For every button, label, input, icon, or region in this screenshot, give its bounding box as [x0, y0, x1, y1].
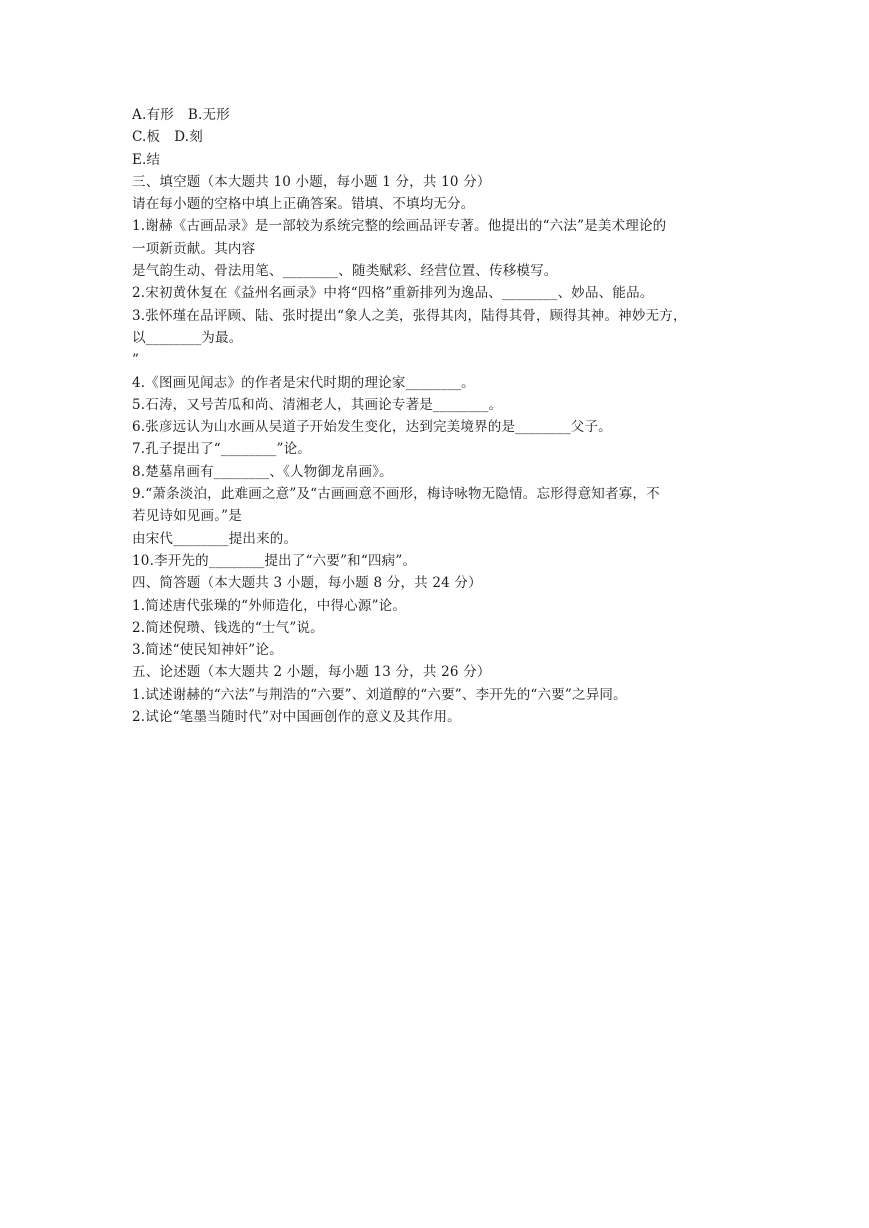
question-3-1-line-3: 是气韵生动、骨法用笔、________、随类赋彩、经营位置、传移模写。 — [132, 263, 558, 280]
question-3-9-line-2: 若见诗如见画。”是 — [132, 508, 242, 525]
option-d: D.刻 — [174, 129, 203, 146]
question-3-7: 7.孔子提出了“________”论。 — [132, 441, 311, 458]
document-page — [132, 104, 742, 728]
question-3-2: 2.宋初黄休复在《益州名画录》中将“四格”重新排列为逸品、________、妙品、能品。 — [132, 285, 654, 302]
options-line-2 — [132, 126, 742, 148]
section-3-instruction: 请在每小题的空格中填上正确答案。错填、不填均无分。 — [132, 196, 475, 213]
question-3-10: 10.李开先的________提出了“六要”和“四病”。 — [132, 552, 417, 569]
question-4-2: 2.简述倪瓒、钱选的“士气”说。 — [132, 619, 324, 636]
question-3-6: 6.张彦远认为山水画从吴道子开始发生变化，达到完美境界的是________父子。 — [132, 419, 612, 436]
option-a: A.有形 — [132, 107, 174, 123]
question-3-3-line-2: 以________为最。 — [132, 329, 243, 346]
question-3-9-line-1: 9.“萧条淡泊，此难画之意”及“古画画意不画形，梅诗咏物无隐情。忘形得意知者寡，不 — [132, 486, 660, 503]
question-4-1: 1.简述唐代张璪的“外师造化，中得心源”论。 — [132, 597, 407, 614]
question-3-1-line-1: 1.谢赫《古画品录》是一部较为系统完整的绘画品评专著。他提出的“六法”是美术理论的 — [132, 218, 667, 235]
option-e: E.结 — [132, 151, 161, 168]
question-3-1-line-2: 一项新贡献。其内容 — [132, 240, 256, 257]
question-3-3-line-3: ” — [132, 352, 140, 369]
option-c: C.板 — [132, 129, 161, 146]
question-3-9-line-3: 由宋代________提出来的。 — [132, 530, 298, 547]
section-5-heading: 五、论述题（本大题共 2 小题，每小题 13 分，共 26 分） — [132, 664, 491, 681]
option-b: B.无形 — [187, 107, 230, 123]
section-4-heading: 四、简答题（本大题共 3 小题，每小题 8 分，共 24 分） — [132, 575, 482, 592]
question-3-8: 8.楚墓帛画有________、《人物御龙帛画》。 — [132, 463, 393, 480]
question-3-3-line-1: 3.张怀瑾在品评顾、陆、张时提出“象人之美，张得其肉，陆得其骨，顾得其神。神妙无方， — [132, 307, 687, 324]
section-3-heading: 三、填空题（本大题共 10 小题，每小题 1 分，共 10 分） — [132, 173, 491, 190]
question-3-5: 5.石涛，又号苦瓜和尚、清湘老人，其画论专著是________。 — [132, 396, 503, 413]
question-5-1: 1.试述谢赫的“六法”与荆浩的“六要”、刘道醇的“六要”、李开先的“六要”之异同。 — [132, 686, 627, 703]
question-3-4: 4.《图画见闻志》的作者是宋代时期的理论家________。 — [132, 374, 475, 391]
question-4-3: 3.简述“使民知神奸”论。 — [132, 642, 283, 659]
question-5-2: 2.试论“笔墨当随时代”对中国画创作的意义及其作用。 — [132, 709, 461, 726]
options-line-1 — [132, 104, 742, 126]
